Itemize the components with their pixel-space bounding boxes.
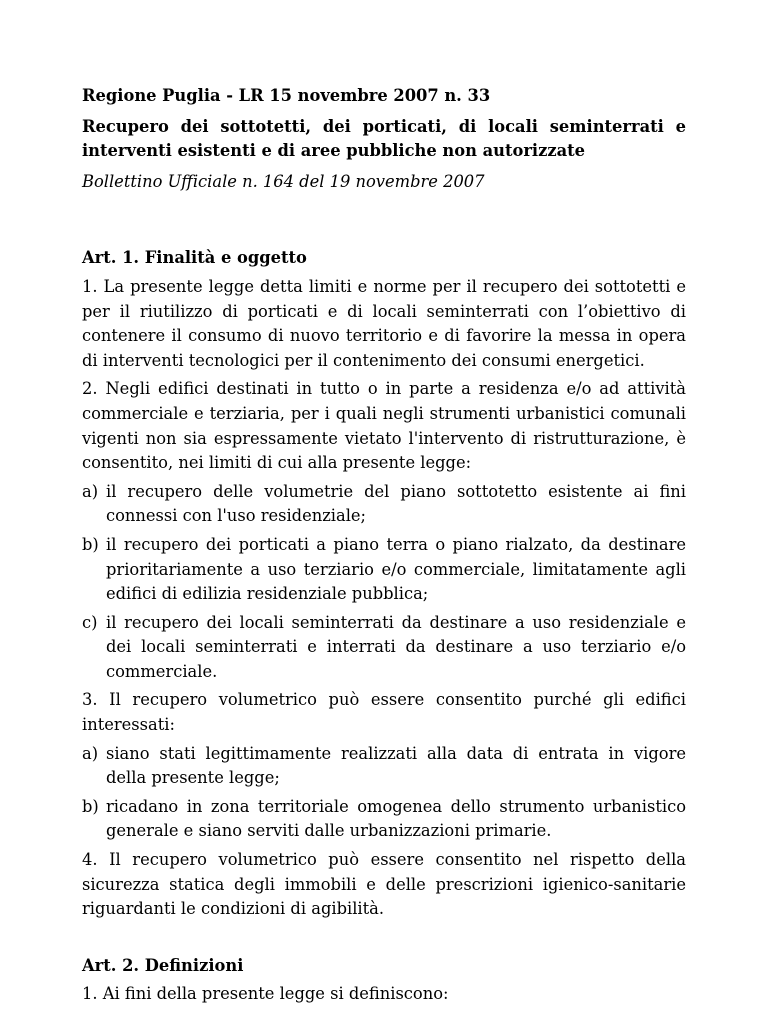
list-item-text: il recupero delle volumetrie del piano sottotetto esistente ai fini connessi con l'uso residenziale; xyxy=(106,481,686,526)
article-1-paragraph-2: 2. Negli edifici destinati in tutto o in parte a residenza e/o ad attività commerciale e terziaria, per i quali negli strumenti urbanistici comunali vigenti non sia espressamente vietato l'intervento di ristrutturazione, è consentito, nei limiti di cui alla presente legge: xyxy=(82,379,686,473)
list-item xyxy=(82,795,686,844)
list-item-letter: c) xyxy=(82,612,98,632)
article-1-paragraph-3: 3. Il recupero volumetrico può essere consentito purché gli edifici interessati: xyxy=(82,690,686,735)
list-item xyxy=(82,480,686,529)
article-1-heading: Art. 1. Finalità e oggetto xyxy=(82,248,307,268)
document-title: Regione Puglia - LR 15 novembre 2007 n. 33 xyxy=(82,86,491,105)
article-1-paragraph-1: 1. La presente legge detta limiti e norme per il recupero dei sottotetti e per il riutilizzo di porticati e di locali seminterrati con l’obiettivo di contenere il consumo di nuovo territorio e di favorire la messa in opera di interventi tecnologici per il contenimento dei consumi energetici. xyxy=(82,276,686,370)
list-item-letter: a) xyxy=(82,481,99,501)
article-1 xyxy=(82,246,686,921)
list-item-text: ricadano in zona territoriale omogenea dello strumento urbanistico generale e siano serviti dalle urbanizzazioni primarie. xyxy=(106,796,686,841)
list-item-text: il recupero dei locali seminterrati da destinare a uso residenziale e dei locali seminterrati e interrati da destinare a uso terziario e/o commerciale. xyxy=(106,612,686,681)
list-item xyxy=(82,742,686,791)
list-item xyxy=(82,533,686,607)
article-2 xyxy=(82,954,686,1007)
bulletin-reference: Bollettino Ufficiale n. 164 del 19 novembre 2007 xyxy=(82,171,485,191)
list-item-letter: b) xyxy=(82,796,99,816)
list-item-text: il recupero dei porticati a piano terra o piano rialzato, da destinare prioritariamente a uso terziario e/o commerciale, limitatamente agli edifici di edilizia residenziale pubblica; xyxy=(106,534,686,604)
list-item-letter: b) xyxy=(82,534,99,554)
article-1-paragraph-4: 4. Il recupero volumetrico può essere consentito nel rispetto della sicurezza statica degli immobili e delle prescrizioni igienico-sanitarie riguardanti le condizioni di agibilità. xyxy=(82,850,686,919)
article-2-heading: Art. 2. Definizioni xyxy=(82,955,244,975)
list-item xyxy=(82,611,686,685)
article-2-paragraph-1: 1. Ai fini della presente legge si definiscono: xyxy=(82,984,449,1004)
document-body xyxy=(82,84,686,1011)
document-subtitle: Recupero dei sottotetti, dei porticati, di locali seminterrati e interventi esistenti e di aree pubbliche non autorizzate xyxy=(82,116,686,161)
list-item-letter: a) xyxy=(82,743,99,763)
list-item-text: siano stati legittimamente realizzati alla data di entrata in vigore della presente legge; xyxy=(106,743,686,788)
